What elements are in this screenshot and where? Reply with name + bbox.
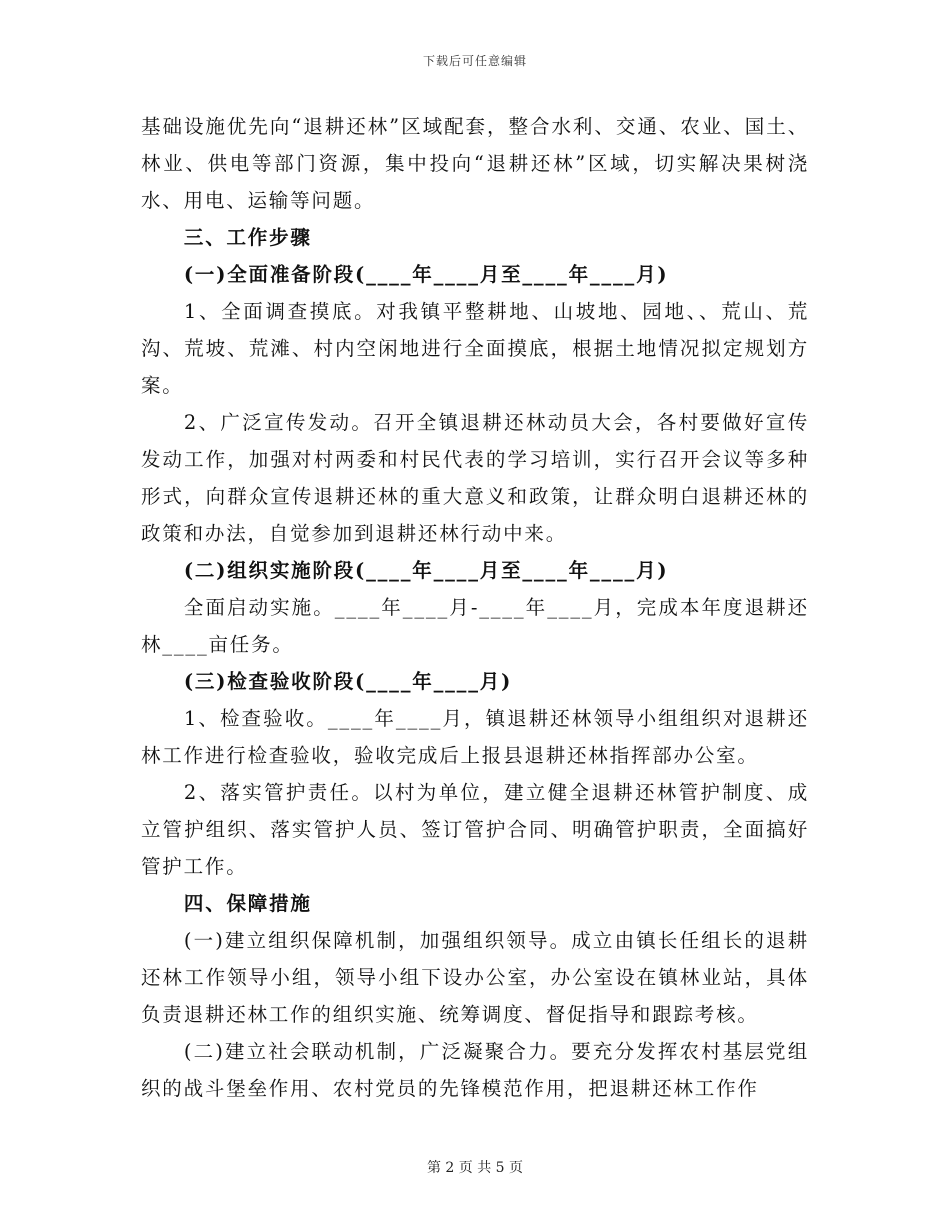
paragraph: 1、全面调查摸底。对我镇平整耕地、山坡地、园地、、荒山、荒沟、荒坡、荒滩、村内空闲地进行全面摸底，根据土地情况拟定规划方案。 bbox=[141, 300, 809, 397]
section-heading: 三、工作步骤 bbox=[183, 226, 312, 249]
section-heading: 四、保障措施 bbox=[183, 892, 312, 915]
paragraph: (一)建立组织保障机制，加强组织领导。成立由镇长任组长的退耕还林工作领导小组，领导小组下设办公室，办公室设在镇林业站，具体负责退耕还林工作的组织实施、统筹调度、督促指导和跟踪考核。 bbox=[141, 929, 809, 1026]
paragraph: 基础设施优先向“退耕还林”区域配套，整合水利、交通、农业、国土、林业、供电等部门资源，集中投向“退耕还林”区域，切实解决果树浇水、用电、运输等问题。 bbox=[141, 115, 809, 212]
subsection-heading: (二)组织实施阶段(____年____月至____年____月) bbox=[183, 559, 669, 582]
paragraph: (二)建立社会联动机制，广泛凝聚合力。要充分发挥农村基层党组织的战斗堡垒作用、农村党员的先锋模范作用，把退耕还林工作作 bbox=[141, 1040, 809, 1100]
paragraph: 全面启动实施。____年____月-____年____月，完成本年度退耕还林____亩任务。 bbox=[141, 596, 809, 656]
paragraph: 2、广泛宣传发动。召开全镇退耕还林动员大会，各村要做好宣传发动工作，加强对村两委和村民代表的学习培训，实行召开会议等多种形式，向群众宣传退耕还林的重大意义和政策，让群众明白退耕还林的政策和办法，自觉参加到退耕还林行动中来。 bbox=[141, 411, 809, 545]
paragraph: 1、检查验收。____年____月，镇退耕还林领导小组组织对退耕还林工作进行检查验收，验收完成后上报县退耕还林指挥部办公室。 bbox=[141, 707, 809, 767]
document-body bbox=[141, 108, 809, 1107]
subsection-heading: (一)全面准备阶段(____年____月至____年____月) bbox=[183, 263, 669, 286]
paragraph: 2、落实管护责任。以村为单位，建立健全退耕还林管护制度、成立管护组织、落实管护人员、签订管护合同、明确管护职责，全面搞好管护工作。 bbox=[141, 781, 809, 878]
page-header: 下载后可任意编辑 bbox=[422, 54, 527, 68]
subsection-heading: (三)检查验收阶段(____年____月) bbox=[183, 670, 513, 693]
page-footer: 第 2 页 共 5 页 bbox=[426, 1160, 524, 1176]
